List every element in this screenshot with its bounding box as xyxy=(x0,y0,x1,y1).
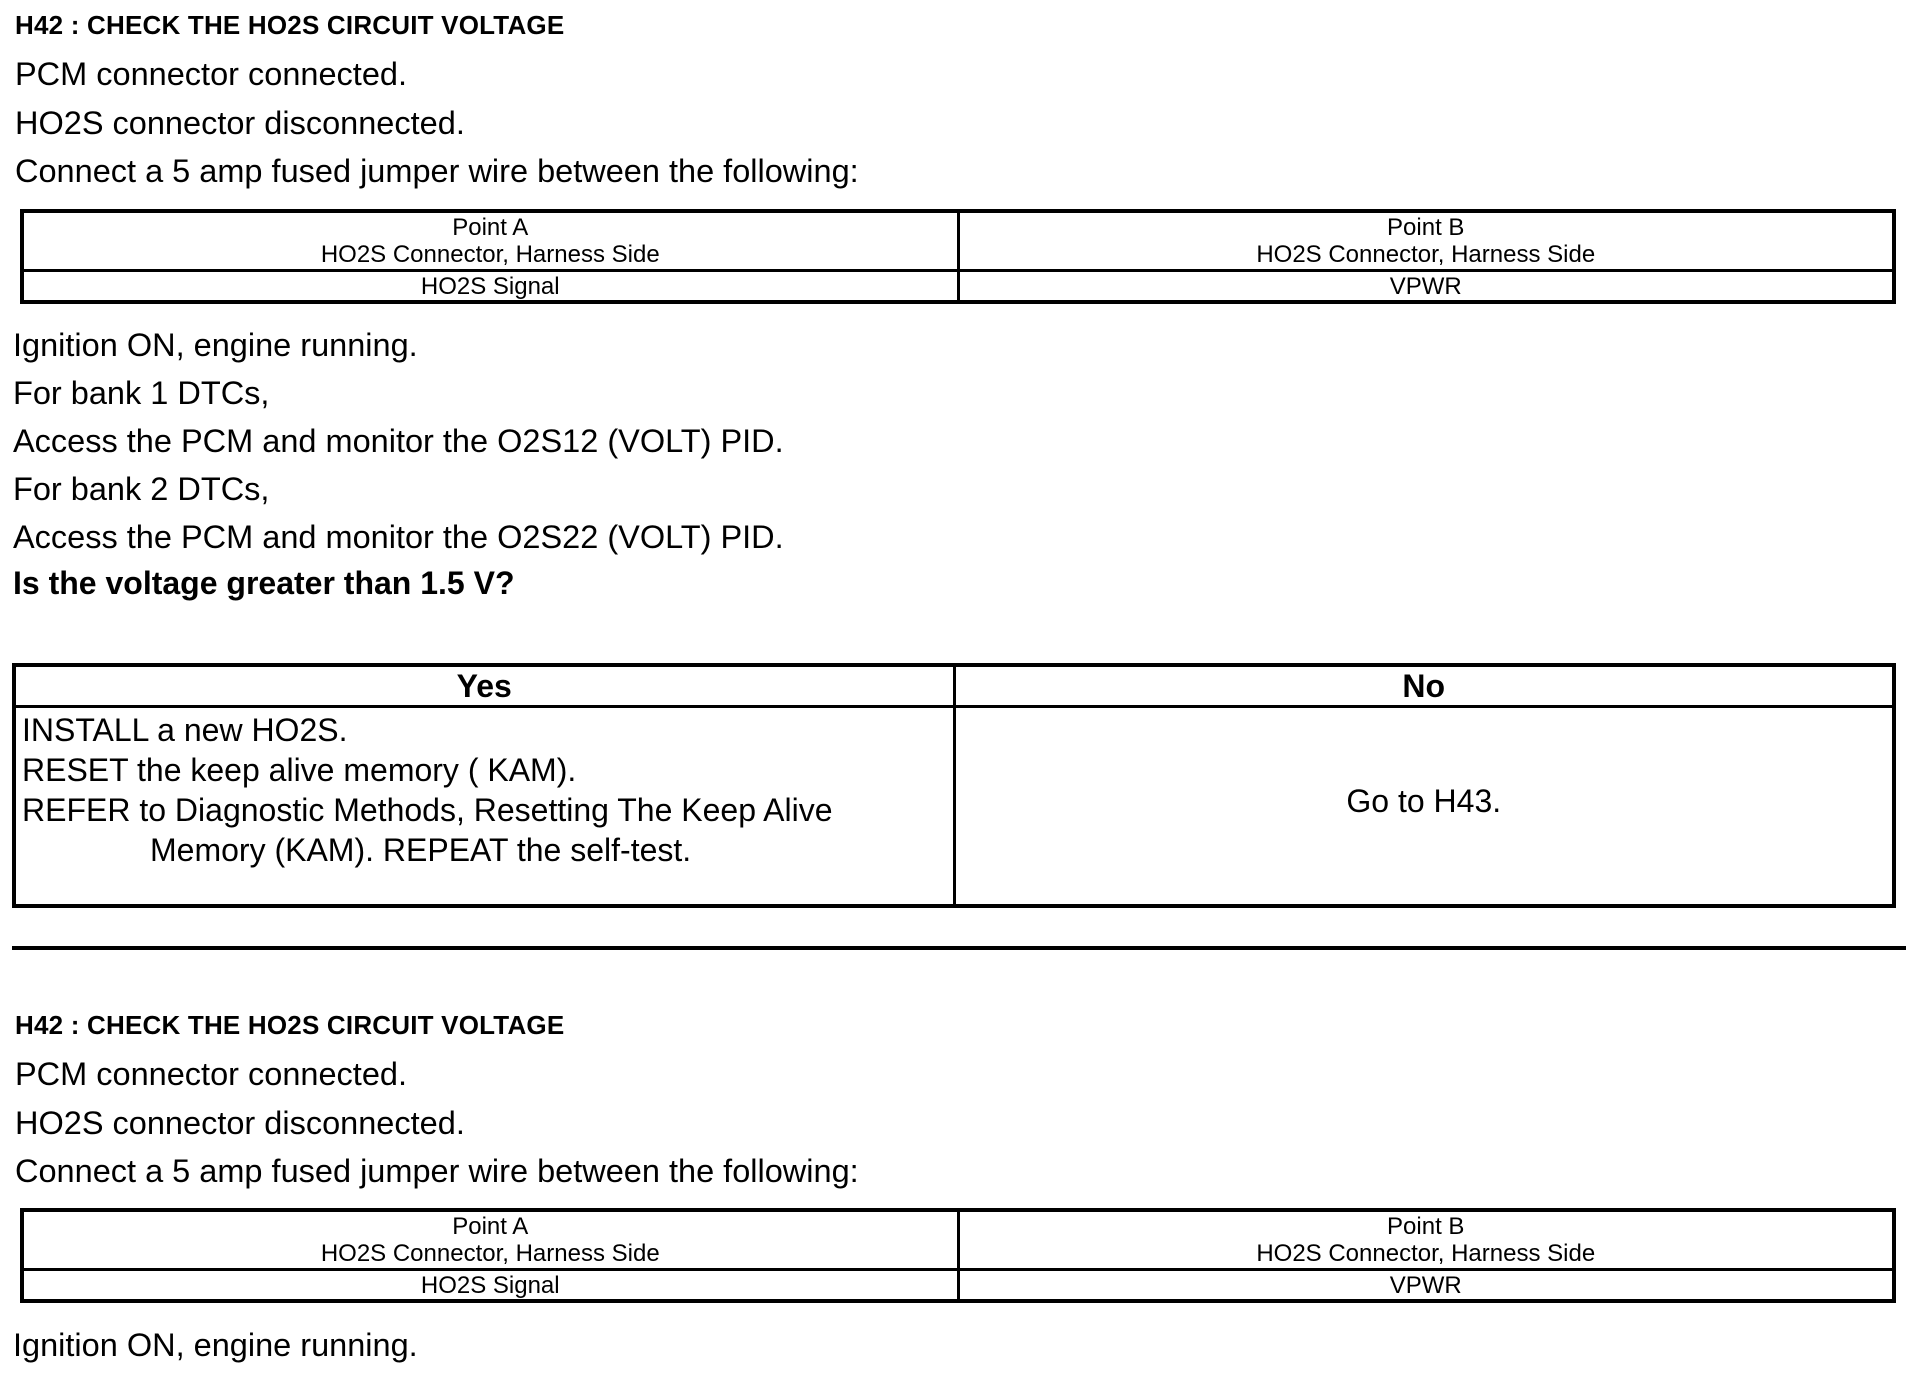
point-b-subtitle: HO2S Connector, Harness Side xyxy=(1256,241,1596,268)
yes-action-line: REFER to Diagnostic Methods, Resetting The Keep Alive xyxy=(22,792,833,828)
point-a-header xyxy=(22,211,958,271)
yes-action-line: Memory (KAM). REPEAT the self-test. xyxy=(150,832,692,868)
point-b-value: VPWR xyxy=(958,1270,1894,1302)
step-ignition-on: Ignition ON, engine running. xyxy=(13,327,418,363)
point-a-title: Point A xyxy=(452,214,529,241)
step-pcm-connected: PCM connector connected. xyxy=(15,1056,408,1092)
yes-no-result-table xyxy=(12,663,1896,908)
step-ho2s-disconnected: HO2S connector disconnected. xyxy=(15,105,465,141)
point-b-header xyxy=(958,1210,1894,1270)
step-pcm-connected: PCM connector connected. xyxy=(15,56,408,92)
step-bank2: For bank 2 DTCs, xyxy=(13,471,270,507)
yes-action-cell xyxy=(14,707,954,907)
section-divider xyxy=(12,946,1906,950)
point-b-title: Point B xyxy=(1387,1213,1465,1240)
jumper-point-table xyxy=(20,1208,1896,1303)
point-b-title: Point B xyxy=(1387,214,1465,241)
no-header: No xyxy=(954,665,1894,707)
point-a-value: HO2S Signal xyxy=(22,1270,958,1302)
point-a-header xyxy=(22,1210,958,1270)
step-bank1: For bank 1 DTCs, xyxy=(13,375,270,411)
step-connect-jumper: Connect a 5 amp fused jumper wire between the following: xyxy=(15,153,859,189)
section-heading: H42 : CHECK THE HO2S CIRCUIT VOLTAGE xyxy=(15,10,565,40)
point-a-subtitle: HO2S Connector, Harness Side xyxy=(320,1240,660,1267)
step-ignition-on: Ignition ON, engine running. xyxy=(13,1327,418,1363)
point-b-header xyxy=(958,211,1894,271)
point-a-value: HO2S Signal xyxy=(22,271,958,303)
step-monitor-o2s12: Access the PCM and monitor the O2S12 (VOLT) PID. xyxy=(13,423,784,459)
yes-action-line: INSTALL a new HO2S. xyxy=(22,712,348,748)
jumper-point-table xyxy=(20,209,1896,304)
step-monitor-o2s22: Access the PCM and monitor the O2S22 (VOLT) PID. xyxy=(13,519,784,555)
test-question: Is the voltage greater than 1.5 V? xyxy=(13,565,515,601)
no-action-cell: Go to H43. xyxy=(954,707,1894,907)
yes-header: Yes xyxy=(14,665,954,707)
step-connect-jumper: Connect a 5 amp fused jumper wire between the following: xyxy=(15,1153,859,1189)
section-heading: H42 : CHECK THE HO2S CIRCUIT VOLTAGE xyxy=(15,1010,565,1040)
point-a-subtitle: HO2S Connector, Harness Side xyxy=(320,241,660,268)
yes-action-line: RESET the keep alive memory ( KAM). xyxy=(22,752,577,788)
point-b-value: VPWR xyxy=(958,271,1894,303)
step-ho2s-disconnected: HO2S connector disconnected. xyxy=(15,1105,465,1141)
point-b-subtitle: HO2S Connector, Harness Side xyxy=(1256,1240,1596,1267)
point-a-title: Point A xyxy=(452,1213,529,1240)
